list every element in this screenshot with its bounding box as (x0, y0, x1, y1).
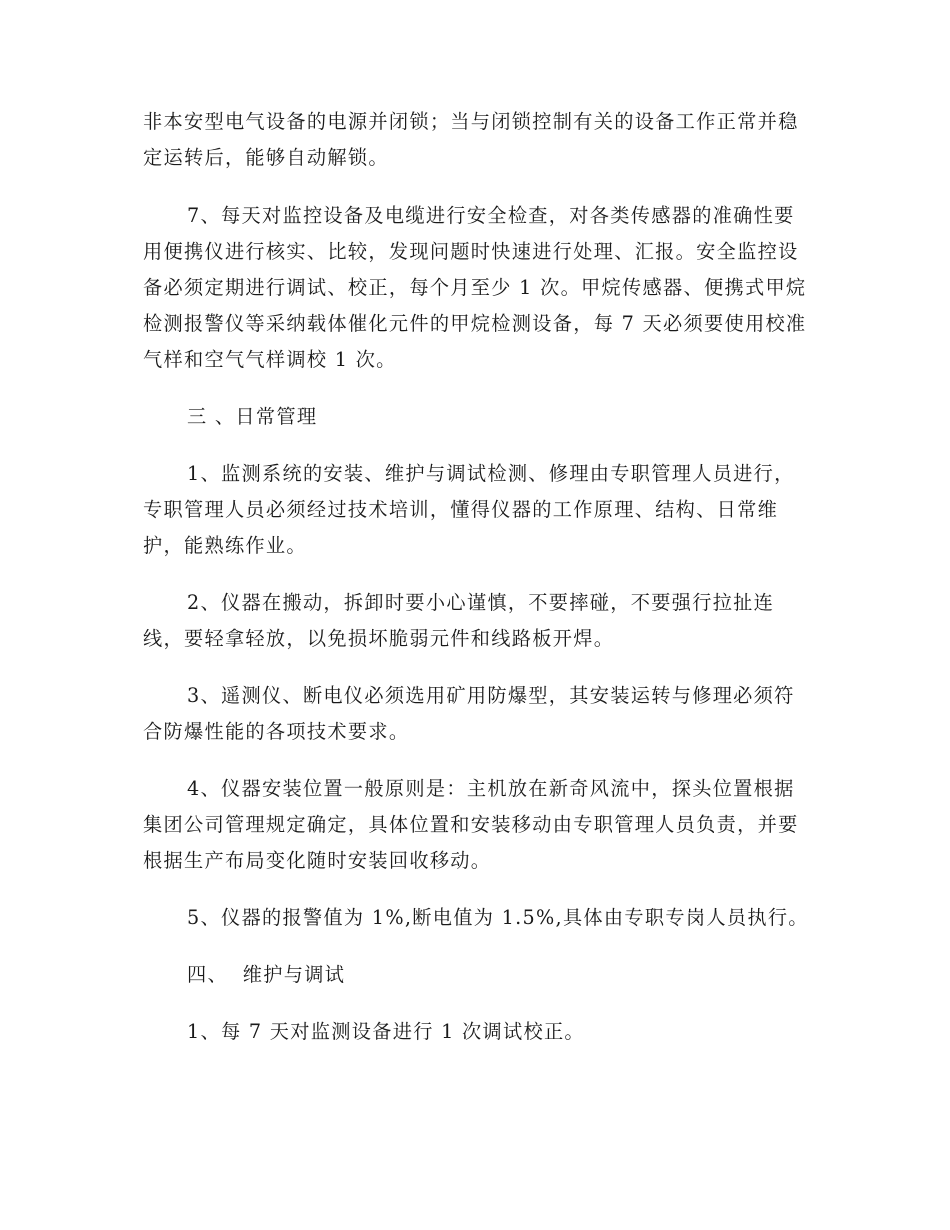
document-page (143, 104, 811, 1050)
section-heading-daily-management: 三 、日常管理 (187, 405, 318, 428)
paragraph-continuation: 非本安型电气设备的电源并闭锁；当与闭锁控制有关的设备工作正常并稳定运转后，能够自动解锁。 (143, 110, 799, 169)
paragraph-maintenance-item-1: 1、每 7 天对监测设备进行 1 次调试校正。 (187, 1020, 585, 1043)
paragraph-item-1: 1、监测系统的安装、维护与调试检测、修理由专职管理人员进行，专职管理人员必须经过技术培训，懂得仪器的工作原理、结构、日常维护，能熟练作业。 (143, 462, 795, 557)
paragraph-item-4: 4、仪器安装位置一般原则是：主机放在新奇风流中，探头位置根据集团公司管理规定确定，具体位置和安装移动由专职管理人员负责，并要根据生产布局变化随时安装回收移动。 (143, 777, 799, 872)
paragraph-item-3: 3、遥测仪、断电仪必须选用矿用防爆型，其安装运转与修理必须符合防爆性能的各项技术要求。 (143, 684, 795, 743)
section-heading-maintenance: 四、 维护与调试 (187, 963, 346, 986)
paragraph-item-7: 7、每天对监控设备及电缆进行安全检查，对各类传感器的准确性要用便携仪进行核实、比较，发现问题时快速进行处理、汇报。安全监控设备必须定期进行调试、校正，每个月至少 1 次。甲烷传感器、便携式甲烷检测报警仪等采纳载体催化元件的甲烷检测设备，每 7 天必须要使用校准气样和空气气样调校 1 次。 (143, 204, 807, 371)
paragraph-item-2: 2、仪器在搬动，拆卸时要小心谨慎，不要摔碰，不要强行拉扯连线，要轻拿轻放，以免损坏脆弱元件和线路板开焊。 (143, 591, 775, 650)
paragraph-item-5: 5、仪器的报警值为 1%,断电值为 1.5%,具体由专职专岗人员执行。 (187, 906, 809, 929)
